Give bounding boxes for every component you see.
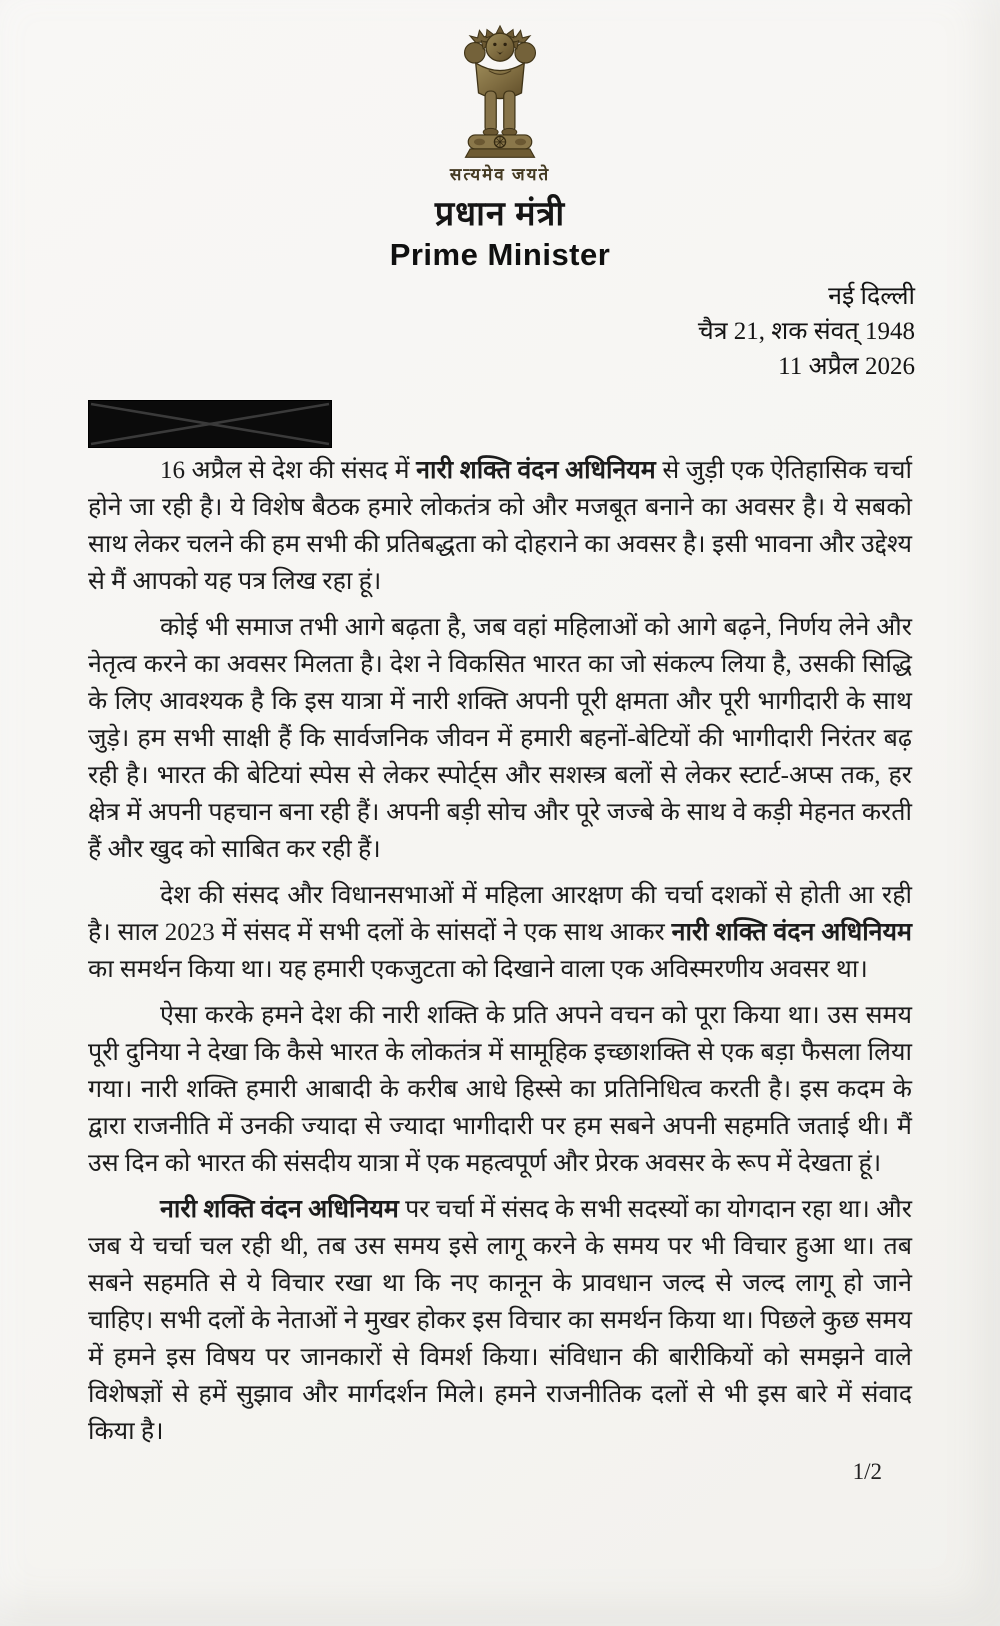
dateline-saka-date: चैत्र 21, शक संवत् 1948 bbox=[697, 318, 915, 345]
letter-body bbox=[88, 452, 912, 1450]
letterhead bbox=[0, 0, 1000, 273]
paragraph: नारी शक्ति वंदन अधिनियम पर चर्चा में संसद के सभी सदस्यों का योगदान रहा था। और जब ये चर्चा चल रही थी, तब उस समय इसे लागू करने के समय पर भी विचार हुआ था। तब सबने सहमति से ये विचार रखा था कि नए कानून के प्रावधान जल्द से जल्द लागू हो जाने चाहिए। सभी दलों के नेताओं ने मुखर होकर इस विचार का समर्थन किया था। पिछले कुछ समय में हमने इस विषय पर जानकारों से विमर्श किया। संविधान की बारीकियों को समझने वाले विशेषज्ञों से हमें सुझाव और मार्गदर्शन मिले। हमने राजनीतिक दलों से भी इस बारे में संवाद किया है। bbox=[88, 1196, 912, 1445]
dateline bbox=[0, 279, 915, 384]
page-title-english: Prime Minister bbox=[389, 237, 611, 272]
redacted-name-box bbox=[88, 400, 332, 448]
dateline-place: नई दिल्ली bbox=[828, 283, 915, 310]
page-number: 1/2 bbox=[852, 1459, 882, 1484]
emblem-motto: सत्यमेव जयते bbox=[449, 165, 551, 184]
paragraph: ऐसा करके हमने देश की नारी शक्ति के प्रति अपने वचन को पूरा किया था। उस समय पूरी दुनिया ने देखा कि कैसे भारत के लोकतंत्र में सामूहिक इच्छाशक्ति से एक बड़ा फैसला लिया गया। नारी शक्ति हमारी आबादी के करीब आधे हिस्से का प्रतिनिधित्व करती है। इस कदम के द्वारा राजनीति में उनकी ज्यादा से ज्यादा भागीदारी पर हम सबने अपनी सहमति जताई थी। मैं उस दिन को भारत की संसदीय यात्रा में एक महत्वपूर्ण और प्रेरक अवसर के रूप में देखता हूं। bbox=[88, 1002, 912, 1177]
paragraph: कोई भी समाज तभी आगे बढ़ता है, जब वहां महिलाओं को आगे बढ़ने, निर्णय लेने और नेतृत्व करने का अवसर मिलता है। देश ने विकसित भारत का जो संकल्प लिया है, उसकी सिद्धि के लिए आवश्यक है कि इस यात्रा में नारी शक्ति अपनी पूरी क्षमता और पूरी भागीदारी के साथ जुड़े। हम सभी साक्षी हैं कि सार्वजनिक जीवन में हमारी बहनों-बेटियों की भागीदारी निरंतर बढ़ रही है। भारत की बेटियां स्पेस से लेकर स्पोर्ट्स और सशस्त्र बलों से लेकर स्टार्ट-अप्स तक, हर क्षेत्र में अपनी पहचान बना रही हैं। अपनी बड़ी सोच और पूरे जज्बे के साथ वे कड़ी मेहनत करती हैं और खुद को साबित कर रही हैं। bbox=[88, 614, 912, 863]
ashoka-emblem-icon bbox=[0, 22, 1000, 162]
page-title-hindi: प्रधान मंत्री bbox=[434, 196, 566, 233]
paragraph: देश की संसद और विधानसभाओं में महिला आरक्षण की चर्चा दशकों से होती आ रही है। साल 2023 में संसद में सभी दलों के सांसदों ने एक साथ आकर नारी शक्ति वंदन अधिनियम का समर्थन किया था। यह हमारी एकजुटता को दिखाने वाला एक अविस्मरणीय अवसर था। bbox=[88, 882, 912, 983]
dateline-gregorian-date: 11 अप्रैल 2026 bbox=[778, 353, 915, 380]
paragraph: 16 अप्रैल से देश की संसद में नारी शक्ति वंदन अधिनियम से जुड़ी एक ऐतिहासिक चर्चा होने जा रही है। ये विशेष बैठक हमारे लोकतंत्र को और मजबूत बनाने का अवसर है। ये सबको साथ लेकर चलने की हम सभी की प्रतिबद्धता को दोहराने का अवसर है। इसी भावना और उद्देश्य से मैं आपको यह पत्र लिख रहा हूं। bbox=[88, 457, 912, 595]
